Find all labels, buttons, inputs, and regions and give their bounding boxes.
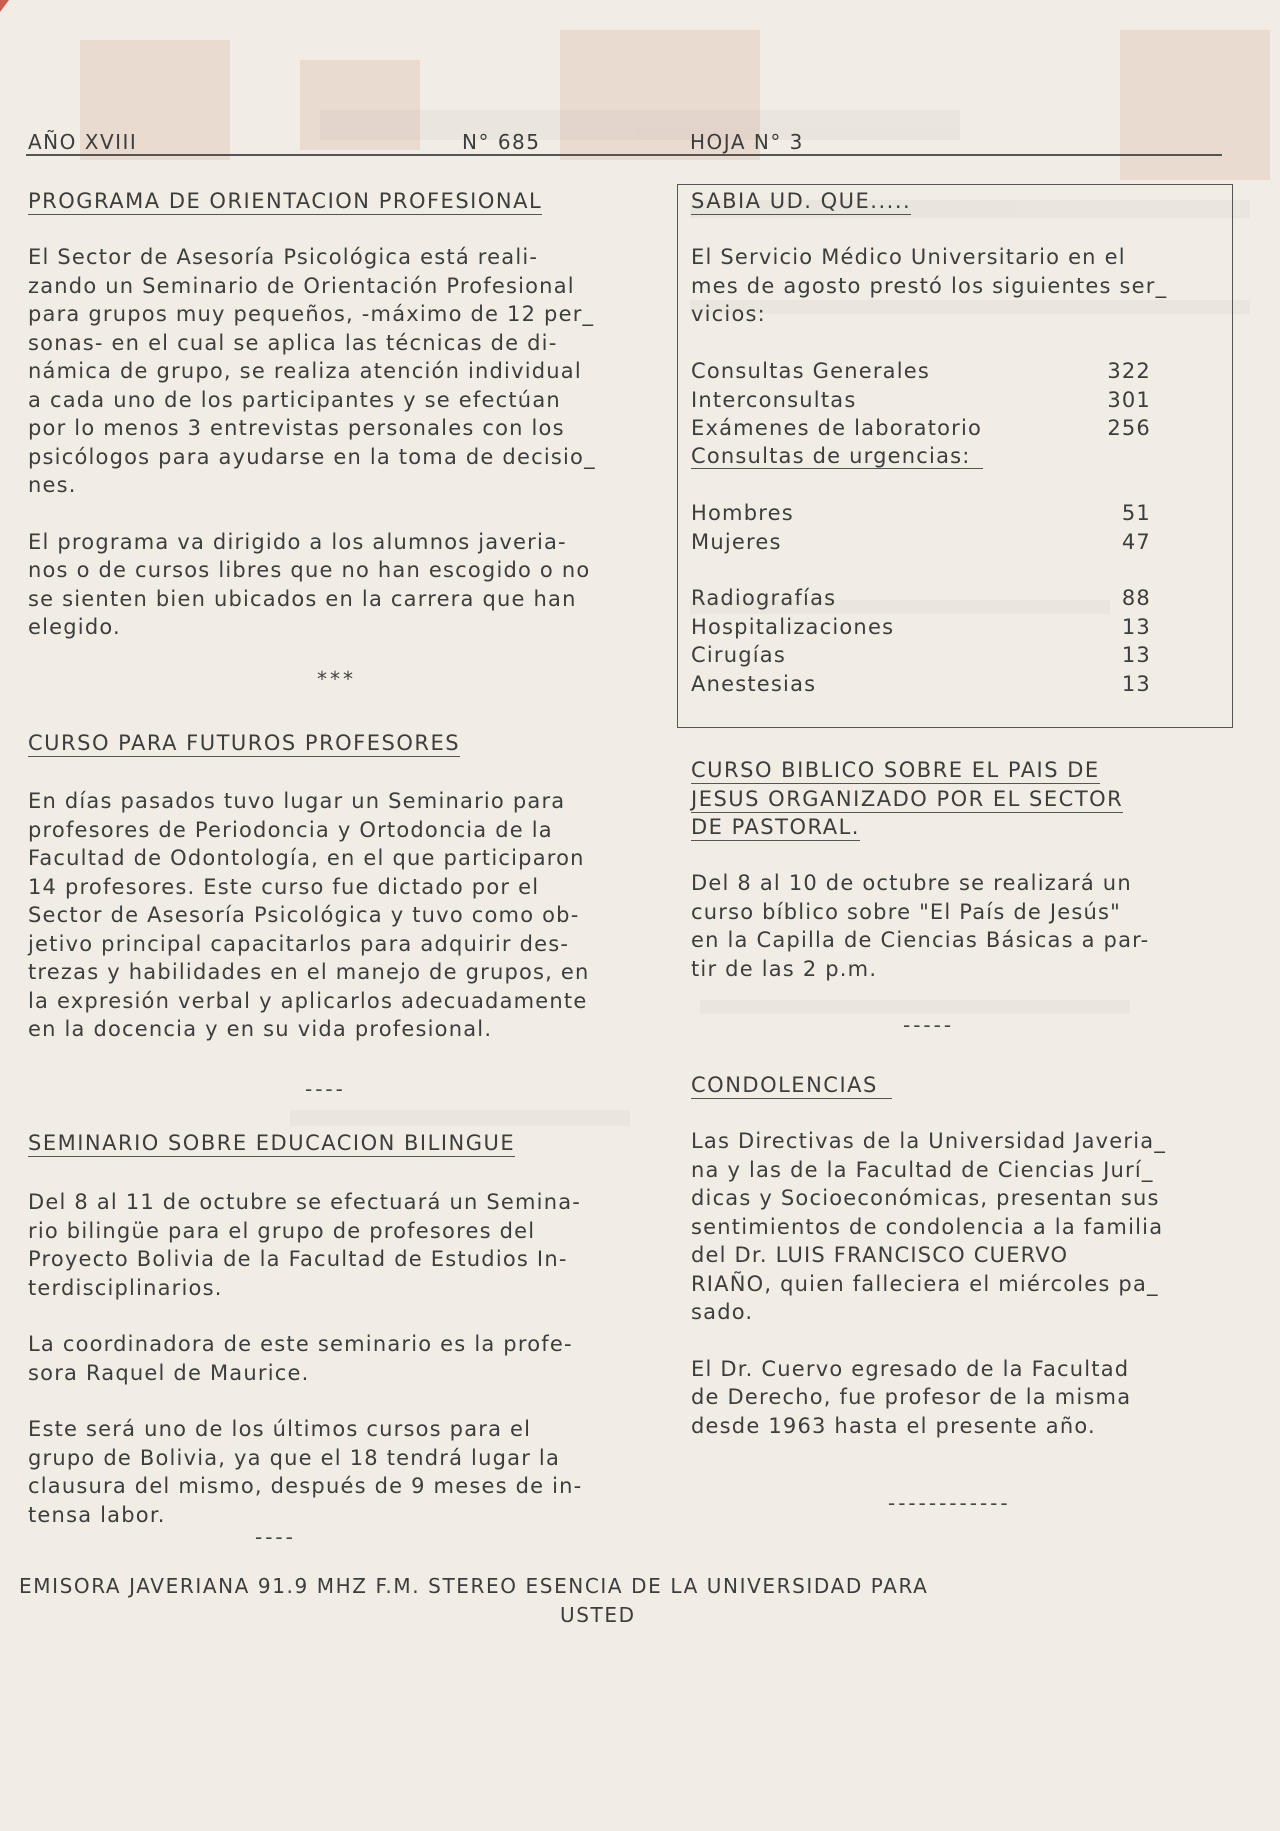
text-line: curso bíblico sobre "El País de Jesús" [691, 899, 1122, 924]
text-line: de Derecho, fue profesor de la misma [691, 1385, 1132, 1409]
text-line: a cada uno de los participantes y se efectúan [28, 387, 561, 412]
stat-value: 301 [1107, 387, 1151, 412]
issue-number: N° 685 [462, 130, 541, 154]
text-line: Este será uno de los últimos cursos para el [28, 1417, 532, 1441]
text-line: dicas y Socioeconómicas, presentan sus [691, 1186, 1160, 1210]
section-separator: *** [317, 667, 356, 691]
text-line: nos o de cursos libres que no han escogido o no [28, 558, 591, 582]
text-line: Del 8 al 10 de octubre se realizará un [691, 871, 1132, 895]
text-line: Sector de Asesoría Psicológica y tuvo como ob- [28, 903, 580, 927]
sabia-intro [691, 243, 1221, 329]
section-title-condolencias: CONDOLENCIAS [691, 1071, 892, 1100]
footer-slogan-line-2: USTED [560, 1603, 636, 1627]
stat-row [691, 528, 1151, 557]
section-title-curso-biblico [691, 756, 1123, 842]
stat-label: Anestesias [691, 671, 817, 696]
header-rule [26, 154, 1222, 156]
text-line: se sienten bien ubicados en la carrera que han [28, 586, 577, 611]
text-line: para grupos muy pequeños, -máximo de 12 per_ [28, 302, 595, 326]
text-line: en la docencia y en su vida profesional. [28, 1017, 493, 1041]
stat-label: Hospitalizaciones [691, 614, 895, 639]
text-line: rio bilingüe para el grupo de profesores del [28, 1218, 536, 1243]
stats-urgencias [691, 499, 1151, 556]
stat-label: Hombres [691, 501, 794, 525]
text-line: El programa va dirigido a los alumnos javeria- [28, 529, 567, 554]
title-line: JESUS ORGANIZADO POR EL SECTOR [691, 786, 1124, 811]
text-line: jetivo principal capacitarlos para adquirir des- [28, 931, 570, 956]
text-line: del Dr. LUIS FRANCISCO CUERVO [691, 1243, 1069, 1267]
text-line: sonas- en el cual se aplica las técnicas de di- [28, 330, 558, 355]
stat-value: 13 [1121, 614, 1151, 639]
orientacion-body [28, 243, 678, 642]
text-line: trezas y habilidades en el manejo de grupos, en [28, 960, 590, 984]
text-line: La coordinadora de este seminario es la profe- [28, 1332, 573, 1356]
educacion-bilingue-body [28, 1188, 678, 1529]
stat-row [691, 499, 1151, 528]
stat-value: 13 [1121, 643, 1151, 667]
title-line: DE PASTORAL. [691, 815, 860, 839]
condolencias-body [691, 1127, 1251, 1440]
text-line: terdisciplinarios. [28, 1275, 223, 1300]
text-line: Las Directivas de la Universidad Javeria_ [691, 1129, 1167, 1153]
urgencias-label: Consultas de urgencias: [691, 442, 983, 471]
paragraph-break [28, 500, 678, 528]
stat-value: 13 [1121, 671, 1151, 696]
stat-label: Cirugías [691, 643, 787, 667]
text-line: la expresión verbal y aplicarlos adecuadamente [28, 988, 588, 1013]
stat-value: 51 [1121, 501, 1151, 525]
stat-label: Radiografías [691, 586, 837, 610]
text-line: sentimientos de condolencia a la familia [691, 1214, 1164, 1239]
stat-row [691, 670, 1151, 699]
sheet-number: HOJA N° 3 [690, 130, 804, 154]
section-separator: ------------ [888, 1491, 1011, 1515]
text-line: nes. [28, 473, 77, 497]
text-line: En días pasados tuvo lugar un Seminario para [28, 789, 566, 813]
section-separator: ----- [903, 1013, 955, 1037]
stat-value: 322 [1107, 359, 1151, 383]
paragraph-break [691, 1327, 1251, 1355]
issue-year: AÑO XVIII [28, 130, 138, 154]
stat-row [691, 357, 1151, 386]
footer-slogan-line-1: EMISORA JAVERIANA 91.9 MHZ F.M. STEREO ESENCIA DE LA UNIVERSIDAD PARA [19, 1574, 929, 1598]
stat-row [691, 414, 1151, 443]
section-title-sabia-ud-que: SABIA UD. QUE..... [691, 189, 912, 213]
text-line: por lo menos 3 entrevistas personales con los [28, 416, 565, 440]
text-line: na y las de la Facultad de Ciencias Jurí_ [691, 1157, 1154, 1182]
stat-row [691, 641, 1151, 670]
title-line: CURSO BIBLICO SOBRE EL PAIS DE [691, 758, 1100, 782]
text-line: sado. [691, 1300, 754, 1324]
curso-biblico-body [691, 869, 1251, 983]
paragraph-break [28, 1387, 678, 1415]
stats-services [691, 357, 1151, 443]
text-line: Proyecto Bolivia de la Facultad de Estudios In- [28, 1247, 568, 1271]
text-line: tensa labor. [28, 1502, 166, 1527]
text-line: mes de agosto prestó los siguientes ser_ [691, 273, 1168, 298]
text-line: profesores de Periodoncia y Ortodoncia de la [28, 817, 553, 842]
futuros-profesores-body [28, 787, 688, 1044]
text-line: námica de grupo, se realiza atención individual [28, 359, 582, 383]
section-title-orientacion: PROGRAMA DE ORIENTACION PROFESIONAL [28, 189, 543, 213]
text-line: psicólogos para ayudarse en la toma de decisio_ [28, 444, 596, 469]
stat-label: Exámenes de laboratorio [691, 416, 983, 440]
text-line: Del 8 al 11 de octubre se efectuará un Semina- [28, 1190, 582, 1214]
stat-label: Interconsultas [691, 387, 857, 412]
text-line: El Servicio Médico Universitario en el [691, 245, 1126, 269]
stat-value: 256 [1107, 416, 1151, 440]
stat-row [691, 386, 1151, 415]
text-line: El Dr. Cuervo egresado de la Facultad [691, 1356, 1130, 1381]
stats-procedimientos [691, 584, 1151, 698]
stat-label: Mujeres [691, 529, 782, 554]
stat-label: Consultas Generales [691, 359, 931, 383]
stat-row [691, 613, 1151, 642]
text-line: en la Capilla de Ciencias Básicas a par- [691, 928, 1150, 952]
stat-value: 47 [1121, 529, 1151, 554]
text-line: grupo de Bolivia, ya que el 18 tendrá lugar la [28, 1445, 561, 1470]
text-line: El Sector de Asesoría Psicológica está reali- [28, 245, 539, 269]
section-title-futuros-profesores: CURSO PARA FUTUROS PROFESORES [28, 731, 461, 755]
text-line: sora Raquel de Maurice. [28, 1360, 310, 1385]
text-line: clausura del mismo, después de 9 meses de in- [28, 1474, 583, 1498]
section-separator: ---- [305, 1077, 346, 1101]
stat-value: 88 [1121, 586, 1151, 610]
paragraph-break [28, 1302, 678, 1330]
text-line: vicios: [691, 302, 766, 326]
text-line: desde 1963 hasta el presente año. [691, 1413, 1096, 1438]
text-line: 14 profesores. Este curso fue dictado por el [28, 874, 540, 899]
text-line: elegido. [28, 615, 121, 639]
text-line: zando un Seminario de Orientación Profesional [28, 273, 575, 298]
stat-row [691, 584, 1151, 613]
text-line: RIAÑO, quien falleciera el miércoles pa_ [691, 1271, 1159, 1296]
section-title-educacion-bilingue: SEMINARIO SOBRE EDUCACION BILINGUE [28, 1131, 516, 1155]
text-line: tir de las 2 p.m. [691, 956, 878, 981]
section-separator: ---- [255, 1525, 296, 1549]
text-line: Facultad de Odontología, en el que participaron [28, 846, 585, 870]
